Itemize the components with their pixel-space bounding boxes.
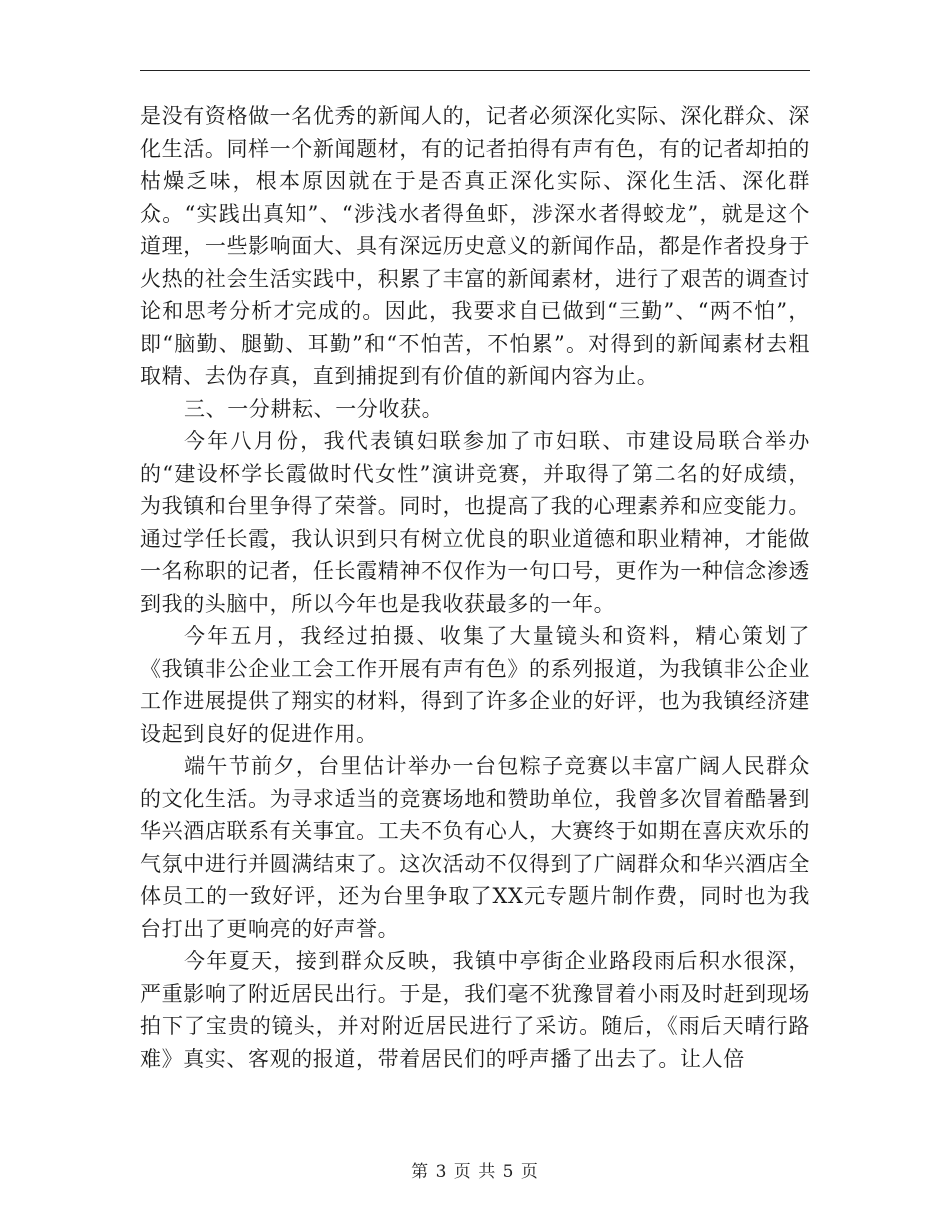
- paragraph-report-series: 今年五月，我经过拍摄、收集了大量镜头和资料，精心策划了《我镇非公企业工会工作开展有声有色》的系列报道，为我镇非公企业工作进展提供了翔实的材料，得到了许多企业的好评，也为我镇经济建设起到良好的促进作用。: [140, 624, 810, 746]
- footer-middle: 页 共: [453, 1162, 497, 1182]
- paragraph-summer-report: 今年夏天，接到群众反映，我镇中亭街企业路段雨后积水很深，严重影响了附近居民出行。于是，我们毫不犹豫冒着小雨及时赶到现场拍下了宝贵的镜头，并对附近居民进行了采访。随后，《雨后天晴行路难》真实、客观的报道，带着居民们的呼声播了出去了。让人倍: [140, 949, 810, 1071]
- footer-suffix: 页: [520, 1162, 539, 1182]
- header-rule: [140, 70, 810, 71]
- footer-prefix: 第: [411, 1162, 430, 1182]
- paragraph-speech-contest: 今年八月份，我代表镇妇联参加了市妇联、市建设局联合举办的“建设杯学长霞做时代女性”演讲竞赛，并取得了第二名的好成绩，为我镇和台里争得了荣誉。同时，也提高了我的心理素养和应变能力。通过学任长霞，我认识到只有树立优良的职业道德和职业精神，才能做一名称职的记者，任长霞精神不仅作为一句口号，更作为一种信念渗透到我的头脑中，所以今年也是我收获最多的一年。: [140, 429, 810, 616]
- paragraph-dragon-boat: 端午节前夕，台里估计举办一台包粽子竞赛以丰富广阔人民群众的文化生活。为寻求适当的竞赛场地和赞助单位，我曾多次冒着酷暑到华兴酒店联系有关事宜。工夫不负有心人，大赛终于如期在喜庆欢乐的气氛中进行并圆满结束了。这次活动不仅得到了广阔群众和华兴酒店全体员工的一致好评，还为台里争取了XX元专题片制作费，同时也为我台打出了更响亮的好声誉。: [140, 754, 810, 941]
- footer-page-number: 3: [435, 1162, 448, 1182]
- page-footer: [0, 1157, 950, 1182]
- paragraph-continuation: 是没有资格做一名优秀的新闻人的，记者必须深化实际、深化群众、深化生活。同样一个新闻题材，有的记者拍得有声有色，有的记者却拍的枯燥乏味，根本原因就在于是否真正深化实际、深化生活、深化群众。“实践出真知”、“涉浅水者得鱼虾，涉深水者得蛟龙”，就是这个道理，一些影响面大、具有深远历史意义的新闻作品，都是作者投身于火热的社会生活实践中，积累了丰富的新闻素材，进行了艰苦的调查讨论和思考分析才完成的。因此，我要求自已做到“三勤”、“两不怕”，即“脑勤、腿勤、耳勤”和“不怕苦，不怕累”。对得到的新闻素材去粗取精、去伪存真，直到捕捉到有价值的新闻内容为止。: [140, 104, 810, 388]
- footer-total-pages: 5: [502, 1162, 515, 1182]
- section-heading: 三、一分耕耘、一分收获。: [184, 396, 444, 421]
- document-body: [140, 100, 810, 1075]
